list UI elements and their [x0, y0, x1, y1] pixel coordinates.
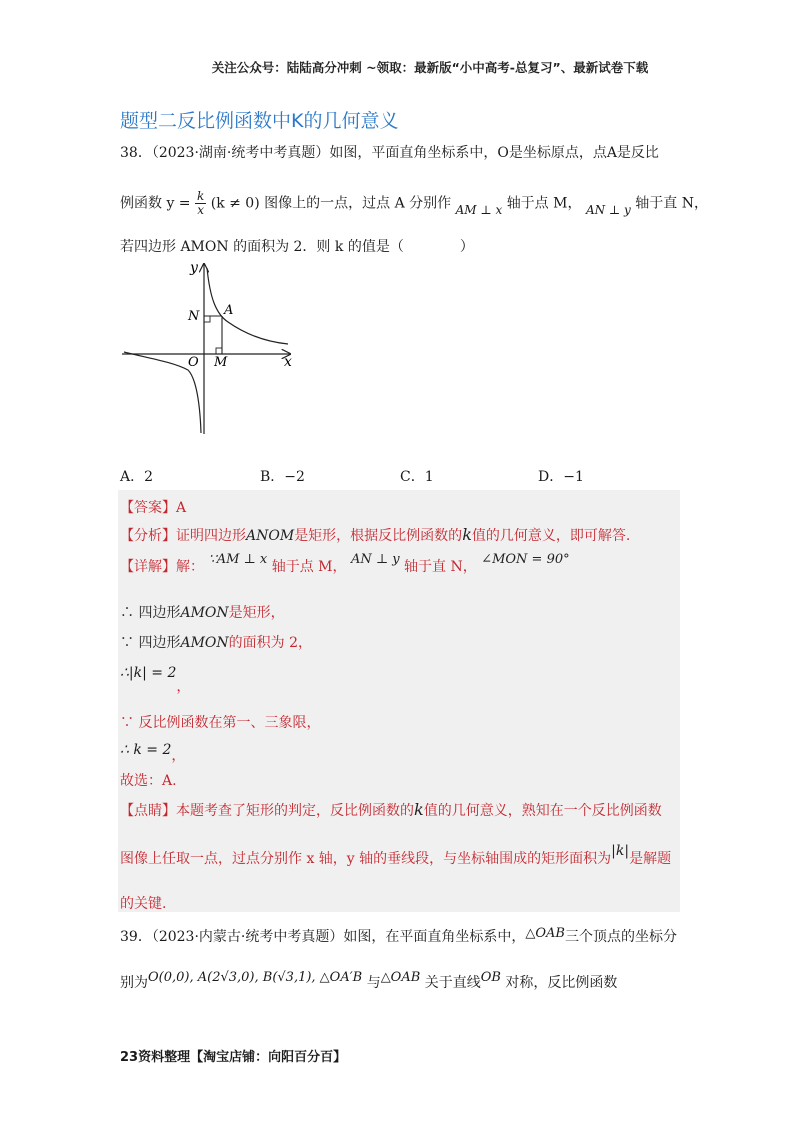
analysis-line: 【分析】证明四边形ANOM是矩形，根据反比例函数的k值的几何意义，即可解答.: [120, 525, 631, 544]
step-1: ∴ 四边形AMON是矩形，: [120, 605, 285, 621]
right-angle-n: [204, 316, 210, 322]
step-6: 故选：A.: [120, 773, 177, 789]
comment-line-2: 图像上任取一点，过点分别作 x 轴，y 轴的垂线段，与坐标轴围成的矩形面积为|k|是解题: [120, 843, 672, 867]
option-d[interactable]: D．−1: [538, 469, 584, 485]
page-footer: 23资料整理【淘宝店铺：向阳百分百】: [120, 1050, 347, 1065]
am-perp-x: AM ⊥ x: [455, 202, 503, 217]
comment-line-1: 【点睛】本题考查了矩形的判定，反比例函数的k值的几何意义，熟知在一个反比例函数: [120, 800, 662, 819]
option-c[interactable]: C．1: [400, 469, 434, 485]
branch-first-quadrant: [207, 268, 288, 344]
an-perp-y: AN ⊥ y: [585, 202, 631, 217]
comment-line-3: 的关键.: [120, 896, 167, 912]
q38-line3: 若四边形 AMON 的面积为 2．则 k 的值是（ ）: [120, 239, 474, 255]
right-angle-m: [216, 348, 222, 354]
q39-line1: 39．（2023·内蒙古·统考中考真题）如图，在平面直角坐标系中，△OAB三个顶点的坐标分: [120, 926, 677, 945]
q38-line2-b: (k ≠ 0) 图像上的一点，过点 A 分别作: [210, 195, 452, 212]
label-o: O: [188, 355, 199, 370]
label-x: x: [284, 354, 292, 370]
q38-line2-d: 轴于直 N，: [635, 195, 708, 212]
page-header: 关注公众号：陆陆高分冲刺 ~领取：最新版“小中高考-总复习”、最新试卷下载: [211, 60, 649, 75]
step-5: ∴ k = 2，: [120, 742, 186, 764]
q38-line1: 38．（2023·湖南·统考中考真题）如图，平面直角坐标系中，O是坐标原点，点A是反比: [120, 145, 659, 161]
fraction-k-over-x: $\frac{k}{x}$: [197, 189, 205, 217]
step-4: ∵ 反比例函数在第一、三象限，: [120, 715, 321, 731]
detail-line: 【详解】解： ∵AM ⊥ x 轴于点 M， AN ⊥ y 轴于直 N， ∠MON = 90°: [120, 552, 570, 575]
option-b[interactable]: B．−2: [260, 469, 305, 485]
label-m: M: [214, 355, 228, 370]
option-a[interactable]: A．2: [120, 469, 154, 485]
step-3: ∴|k| = 2，: [120, 665, 191, 695]
label-y: y: [190, 260, 198, 276]
q39-line2: 别为O(0,0), A(2√3,0), B(√3,1), △OA′B 与△OAB 关于直线OB 对称，反比例函数: [120, 970, 618, 991]
step-2: ∵ 四边形AMON的面积为 2，: [120, 635, 312, 651]
answer-label: 【答案】A: [120, 500, 187, 516]
q38-line2: [120, 190, 708, 217]
label-n: N: [188, 309, 200, 324]
q38-line2-a: 例函数 y =: [120, 195, 191, 212]
q38-line2-c: 轴于点 M，: [506, 195, 582, 212]
hyperbola-graph: [118, 258, 300, 438]
section-title: 题型二反比例函数中K的几何意义: [120, 110, 399, 132]
label-a: A: [224, 303, 234, 318]
